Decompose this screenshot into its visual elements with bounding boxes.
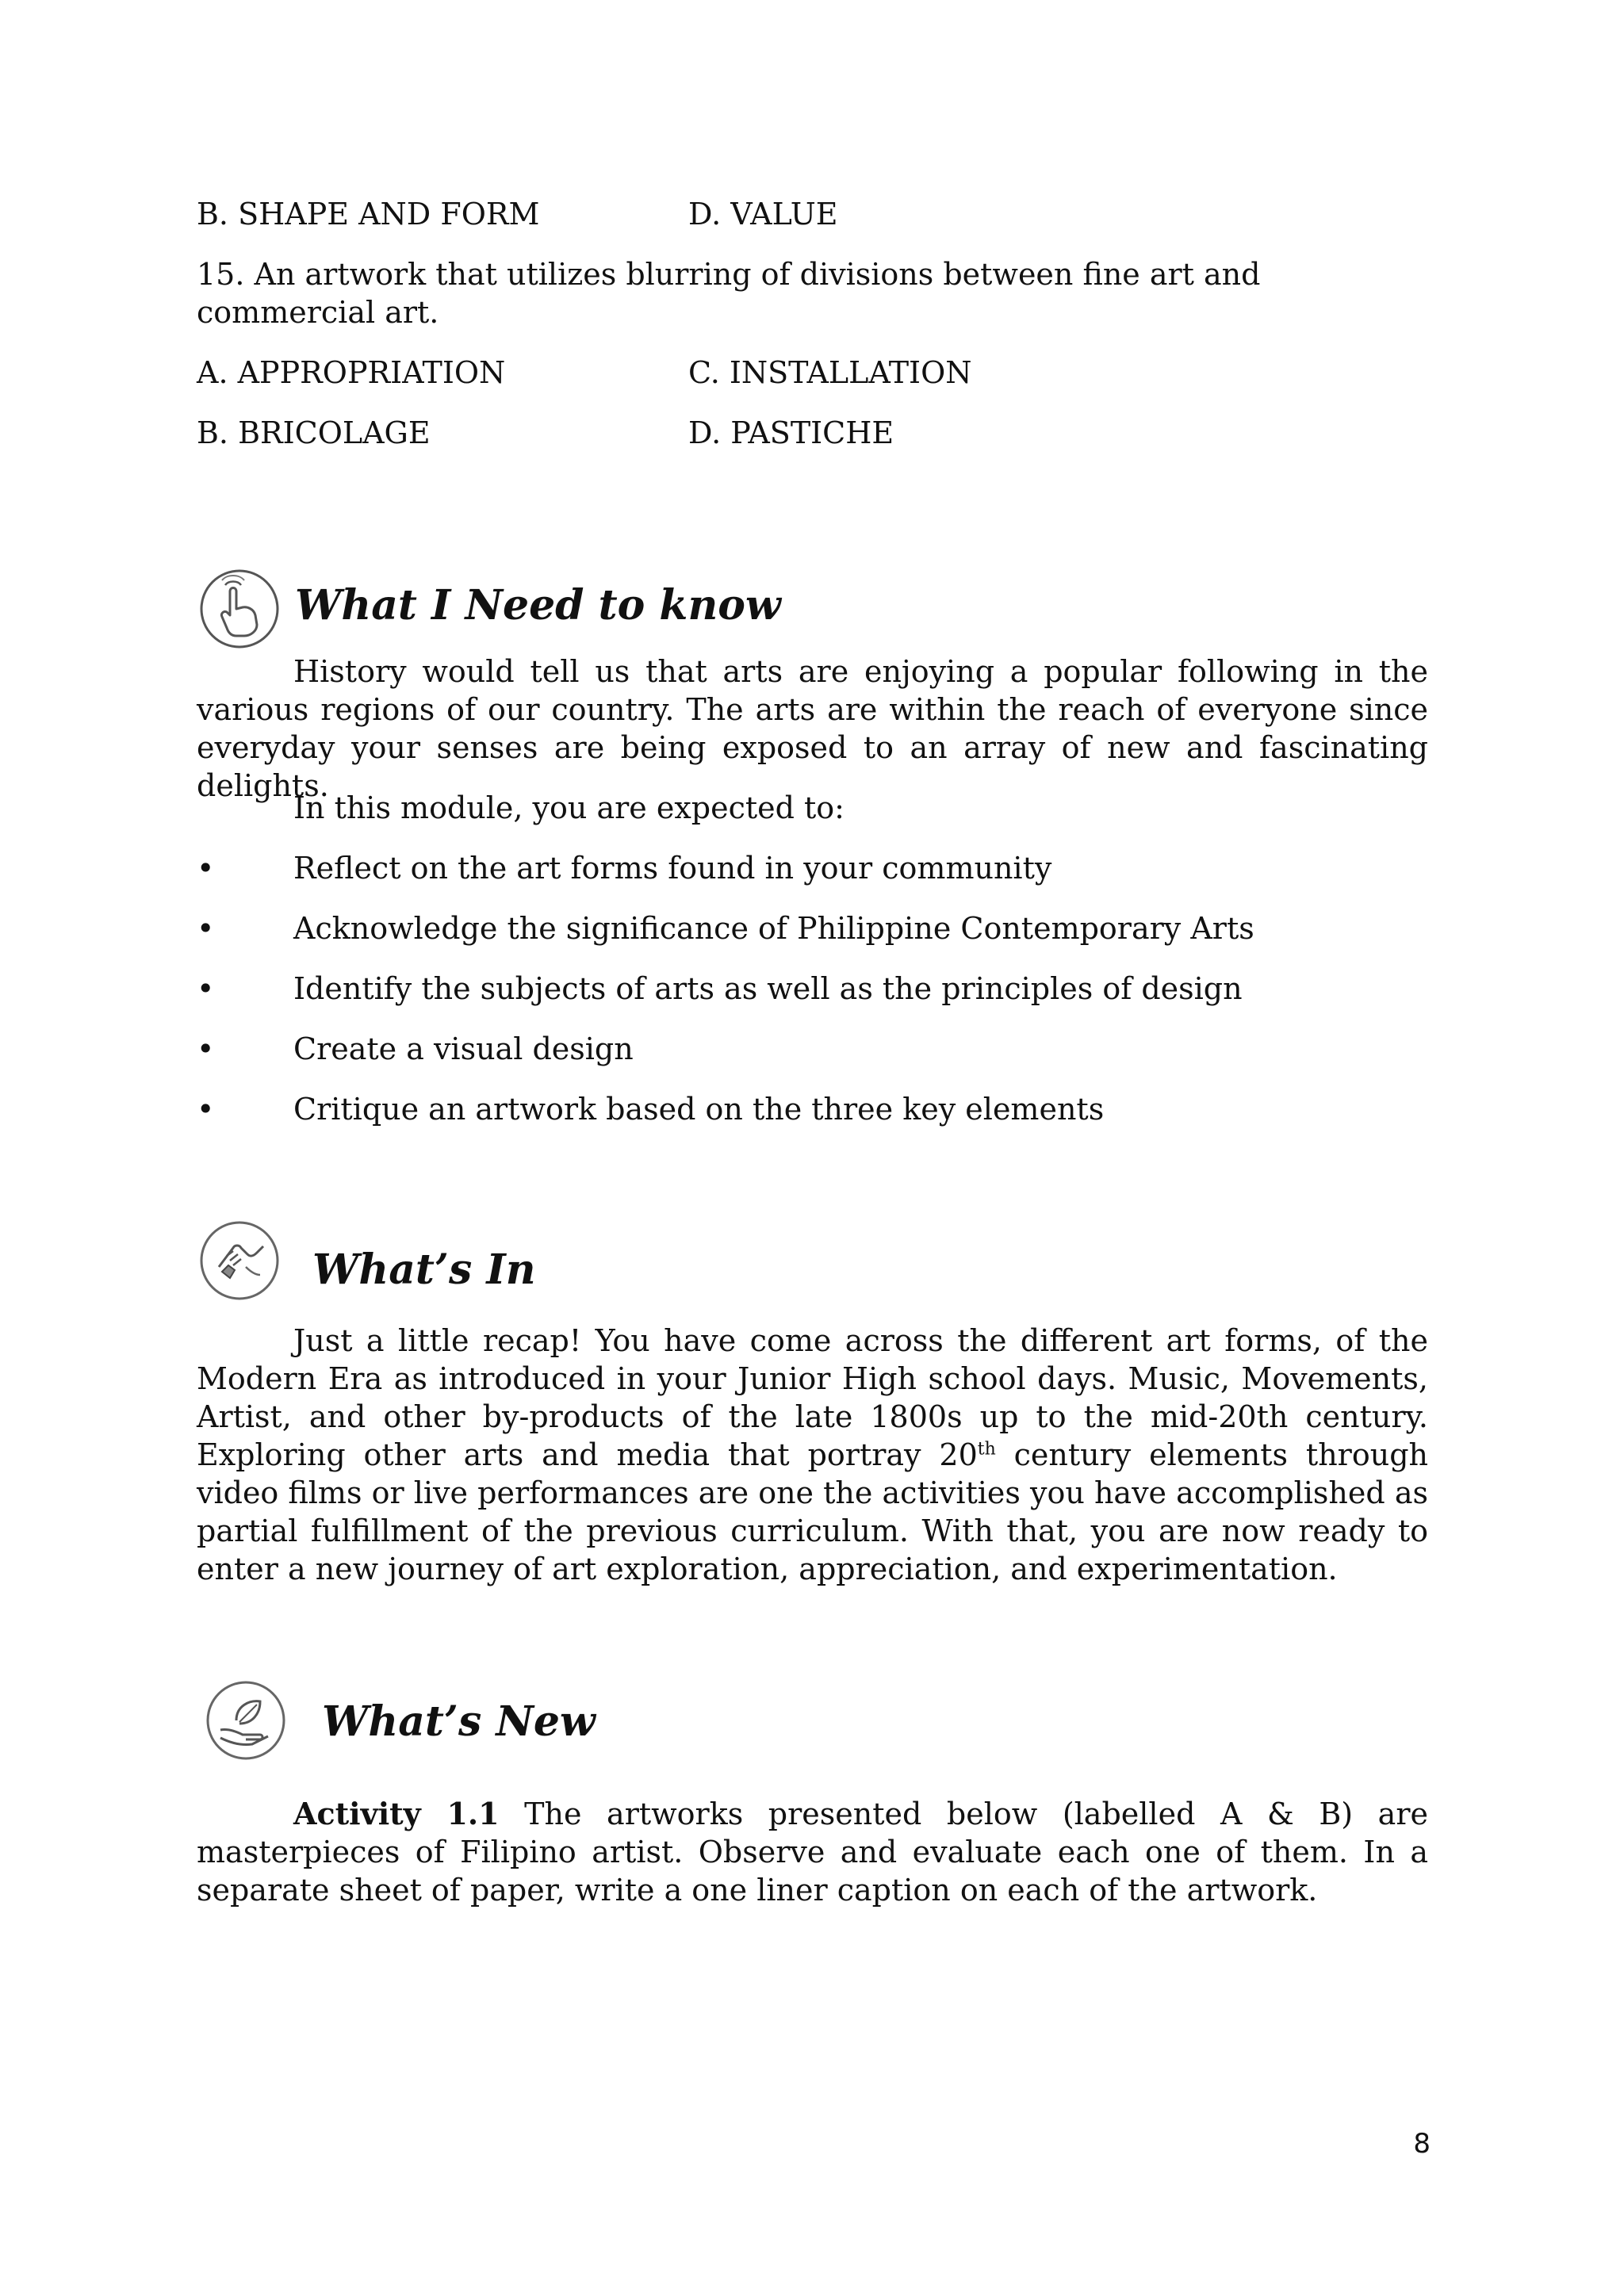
q15-option-c: C. INSTALLATION (688, 355, 972, 390)
whats-new-activity (197, 1795, 1428, 1909)
whats-in-body (197, 1322, 1428, 1588)
objective-item: Identify the subjects of arts as well as the principles of design (293, 971, 1243, 1006)
expectation-lead: In this module, you are expected to: (293, 790, 845, 825)
intro-text: History would tell us that arts are enjoying a popular following in the various regions of our country. The arts are within the reach of everyone since everyday your senses are being exposed to an array of new and fascinating delights. (197, 654, 1428, 803)
section-heading-what-i-need-to-know: What I Need to know (295, 581, 781, 629)
whats-in-text-part2: century elements through video films or live performances are one the activities you have accomplished as partial fulfillment of the previous curriculum. With that, you are now ready to enter a new journey of art exploration, appreciation, and experimentation. (197, 1437, 1428, 1586)
q15-option-a: A. APPROPRIATION (197, 355, 506, 390)
whats-in-text-part1: Just a little recap! You have come across the different art forms, of the Modern Era as introduced in your Junior High school days. Music, Movements, Artist, and other by-products of the late 1800s up to the mid-20th century. Exploring other arts and media that portray 20 (197, 1323, 1428, 1472)
page-number: 8 (1413, 2128, 1431, 2160)
touch-hand-icon (198, 568, 281, 650)
hand-leaf-icon (205, 1679, 287, 1762)
objective-bullet: • (197, 1031, 215, 1066)
objective-bullet: • (197, 971, 215, 1006)
objective-bullet: • (197, 1092, 215, 1127)
q15-option-b: B. BRICOLAGE (197, 415, 431, 450)
q14-option-b: B. SHAPE AND FORM (197, 197, 540, 232)
objective-bullet: • (197, 911, 215, 946)
objective-item: Critique an artwork based on the three key elements (293, 1092, 1105, 1127)
section-heading-whats-in: What’s In (312, 1246, 536, 1294)
activity-label: Activity 1.1 (293, 1796, 500, 1831)
section-heading-whats-new: What’s New (322, 1697, 596, 1746)
hand-puzzle-icon (198, 1219, 281, 1302)
objective-bullet: • (197, 851, 215, 886)
objective-item: Acknowledge the significance of Philippine Contemporary Arts (293, 911, 1254, 946)
objective-item: Reflect on the art forms found in your community (293, 851, 1052, 886)
activity-text: The artworks presented below (labelled A & B) are masterpieces of Filipino artist. Observe and evaluate each one of them. In a separate sheet of paper, write a one liner caption on each of the artwork. (197, 1797, 1428, 1908)
q14-option-d: D. VALUE (688, 197, 838, 232)
what-i-need-to-know-intro (197, 652, 1428, 805)
objective-item: Create a visual design (293, 1031, 634, 1066)
q15-stem: 15. An artwork that utilizes blurring of divisions between fine art and commercial art. (197, 257, 1261, 330)
q15-option-d: D. PASTICHE (688, 415, 894, 450)
whats-in-superscript: th (977, 1439, 996, 1460)
